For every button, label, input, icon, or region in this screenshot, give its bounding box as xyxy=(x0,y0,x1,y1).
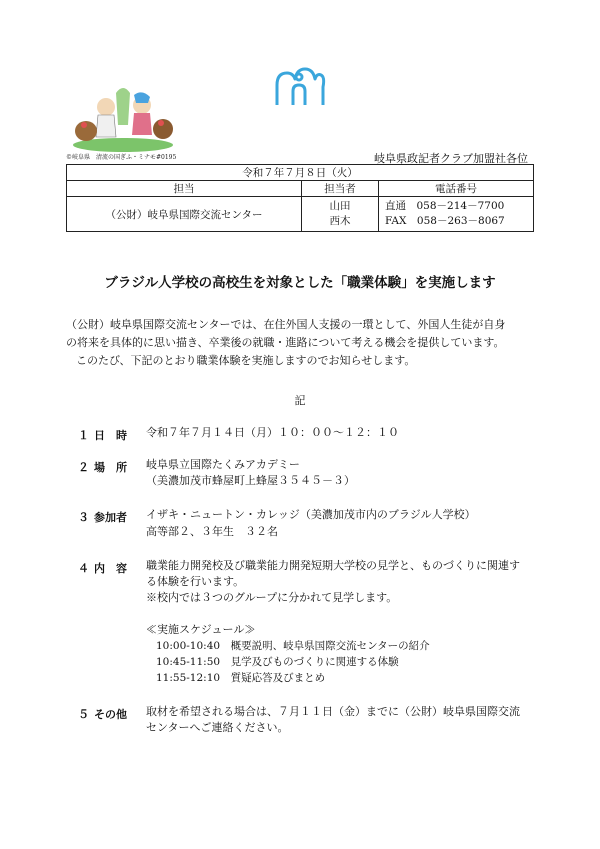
schedule-heading: ≪実施スケジュール≫ xyxy=(146,623,256,636)
item-value: る体験を行います。 xyxy=(146,575,245,588)
people-logo-icon xyxy=(273,65,327,111)
item-label: その他 xyxy=(94,708,127,721)
item-value: ※校内では３つのグループに分かれて見学します。 xyxy=(146,591,398,604)
item-number: ５ xyxy=(78,708,89,721)
contact-table xyxy=(66,164,534,232)
addressee: 岐阜県政記者クラブ加盟社各位 xyxy=(374,152,528,165)
page-title: ブラジル人学校の高校生を対象とした「職業体験」を実施します xyxy=(104,275,496,291)
item-number: １ xyxy=(78,429,89,442)
intro-line: このたび、下記のとおり職業体験を実施しますのでお知らせします。 xyxy=(76,354,416,367)
item-number: ３ xyxy=(78,511,89,524)
mascot-caption: ©岐阜県 清流の国ぎふ・ミナモ#0195 xyxy=(66,154,177,161)
item-value: 職業能力開発校及び職業能力開発短期大学校の見学と、ものづくりに関連す xyxy=(146,559,520,572)
item-value: イザキ・ニュートン・カレッジ（美濃加茂市内のブラジル人学校） xyxy=(146,508,476,521)
intro-line: （公財）岐阜県国際交流センターでは、在住外国人支援の一環として、外国人生徒が自身 xyxy=(66,318,506,331)
item-label: 参加者 xyxy=(94,511,127,524)
header-dept: 担当 xyxy=(67,181,302,197)
mascot-illustration xyxy=(68,85,178,153)
item-value: 令和７年７月１４日（月）１０：００～１２：１０ xyxy=(146,426,399,439)
dept-name: （公財）岐阜県国際交流センター xyxy=(67,197,302,232)
item-number: ２ xyxy=(78,461,89,474)
phone-numbers xyxy=(379,197,534,232)
item-label: 日 時 xyxy=(94,429,127,442)
schedule-row: 10:00-10:40 概要説明、岐阜県国際交流センターの紹介 xyxy=(156,640,430,652)
person-names xyxy=(302,197,379,232)
item-value: 取材を希望される場合は、７月１１日（金）までに（公財）岐阜県国際交流 xyxy=(146,705,520,718)
item-value: （美濃加茂市蜂屋町上蜂屋３５４５－３） xyxy=(146,474,355,487)
schedule-row: 11:55-12:10 質疑応答及びまとめ xyxy=(156,672,326,684)
person-name: 西木 xyxy=(329,215,351,227)
ki-heading: 記 xyxy=(294,394,306,407)
intro-line: の将来を具体的に思い描き、卒業後の就職・進路について考える機会を提供しています。 xyxy=(66,336,505,349)
item-number: ４ xyxy=(78,562,89,575)
item-value: センターへご連絡ください。 xyxy=(146,721,289,734)
item-value: 高等部２、３年生 ３２名 xyxy=(146,525,278,538)
release-date: 令和７年７月８日（火） xyxy=(67,165,534,181)
phone-fax: FAX 058－263－8067 xyxy=(385,215,505,227)
phone-direct: 直通 058－214－7700 xyxy=(385,200,505,212)
header-person: 担当者 xyxy=(302,181,379,197)
person-name: 山田 xyxy=(329,200,351,212)
header-phone: 電話番号 xyxy=(379,181,534,197)
schedule-row: 10:45-11:50 見学及びものづくりに関連する体験 xyxy=(156,656,399,668)
item-label: 内 容 xyxy=(94,562,127,575)
item-label: 場 所 xyxy=(94,461,127,474)
item-value: 岐阜県立国際たくみアカデミー xyxy=(146,458,300,471)
